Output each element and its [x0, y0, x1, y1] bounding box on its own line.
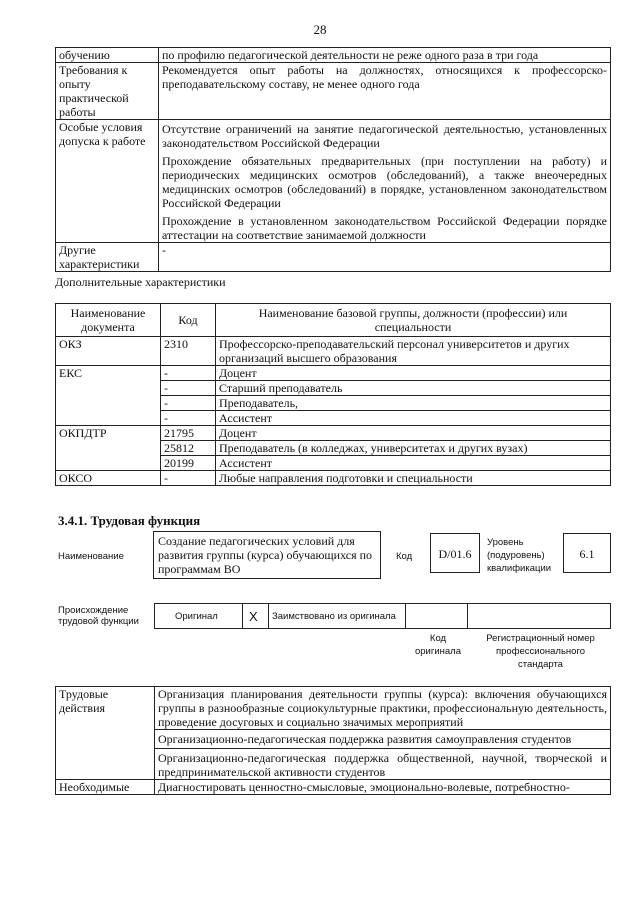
row-value [159, 120, 611, 243]
name-cell: Ассистент [216, 411, 611, 426]
function-heading: 3.4.1. Трудовая функция [58, 513, 201, 528]
table-row [56, 120, 611, 243]
column-header: Наименование базовой группы, должности (профессии) или специальности [216, 304, 611, 337]
code-cell: - [161, 411, 216, 426]
row-value: Рекомендуется опыт работы на должностях, относящихся к профессорско-преподавательскому составу, не менее одного года [159, 63, 611, 120]
code-cell: 21795 [161, 426, 216, 441]
table-row [56, 471, 611, 486]
doc-cell: ЕКС [56, 366, 161, 426]
row-value: - [159, 243, 611, 272]
name-cell: Доцент [216, 426, 611, 441]
action-cell: Организационно-педагогическая поддержка развития самоуправления студентов [155, 730, 611, 749]
row-value: по профилю педагогической деятельности не реже одного раза в три года [159, 48, 611, 63]
name-cell: Ассистент [216, 456, 611, 471]
code-cell: - [161, 471, 216, 486]
column-header: Наименование документа [56, 304, 161, 337]
table-row [56, 426, 611, 441]
original-label: Оригинал [175, 611, 218, 622]
table-row [56, 243, 611, 272]
qualification-requirements-table [55, 47, 611, 272]
condition-paragraph: Прохождение в установленном законодательством Российской Федерации порядке аттестации на соответствие занимаемой должности [162, 214, 607, 242]
condition-paragraph: Отсутствие ограничений на занятие педагогической деятельностью, установленных законодательством Российской Федерации [162, 122, 607, 150]
origin-label: Происхождение трудовой функции [58, 605, 139, 627]
condition-paragraph: Прохождение обязательных предварительных (при поступлении на работу) и периодических медицинских осмотров (обследований), а также внеочередных медицинских осмотров (обследований) в порядке, установленном законодательством Российской Федерации [162, 154, 607, 210]
code-label: Код [396, 551, 413, 562]
code-cell: 2310 [161, 337, 216, 366]
registration-caption: Регистрационный номер профессионального стандарта [486, 633, 595, 670]
function-name: Создание педагогических условий для развития группы (курса) обучающихся по программам ВО [153, 531, 381, 579]
code-cell: 20199 [161, 456, 216, 471]
doc-cell: ОКЗ [56, 337, 161, 366]
qualification-level: 6.1 [563, 533, 611, 573]
column-header: Код [161, 304, 216, 337]
name-cell: Доцент [216, 366, 611, 381]
name-cell: Преподаватель (в колледжах, университетах и других вузах) [216, 441, 611, 456]
doc-cell: ОКСО [56, 471, 161, 486]
table-row [56, 687, 611, 730]
doc-cell: ОКПДТР [56, 426, 161, 471]
borrowed-label: Заимствовано из оригинала [272, 611, 396, 622]
name-cell: Профессорско-преподавательский персонал университетов и других организаций высшего образования [216, 337, 611, 366]
name-cell: Старший преподаватель [216, 381, 611, 396]
row-label: Другие характеристики [56, 243, 159, 272]
row-label: Особые условия допуска к работе [56, 120, 159, 243]
action-cell: Организационно-педагогическая поддержка общественной, научной, творческой и предпринимательской активности студентов [155, 749, 611, 780]
action-cell: Диагностировать ценностно-смысловые, эмоционально-волевые, потребностно- [155, 780, 611, 795]
section-title: Дополнительные характеристики [55, 275, 226, 289]
classification-table [55, 303, 611, 486]
row-label: Необходимые [56, 780, 155, 795]
labour-actions-table [55, 686, 611, 795]
table-row [56, 48, 611, 63]
page-number: 28 [313, 22, 327, 37]
original-mark: X [249, 609, 258, 624]
code-cell: - [161, 396, 216, 411]
action-cell: Организация планирования деятельности группы (курса): включения обучающихся группы в разнообразные социокультурные практики, профессиональную деятельность, проведение досуговых и социально значимых мероприятий [155, 687, 611, 730]
level-label: Уровень (подуровень) квалификации [487, 537, 552, 574]
table-row [56, 63, 611, 120]
code-cell: - [161, 381, 216, 396]
table-row [56, 366, 611, 381]
row-label: Трудовые действия [56, 687, 155, 780]
function-code: D/01.6 [430, 533, 480, 573]
code-cell: - [161, 366, 216, 381]
code-original-caption: Код оригинала [414, 633, 461, 657]
name-label: Наименование [58, 551, 124, 562]
row-label: Требования к опыту практической работы [56, 63, 159, 120]
name-cell: Преподаватель, [216, 396, 611, 411]
table-header-row [56, 304, 611, 337]
table-row [56, 337, 611, 366]
table-row [56, 780, 611, 795]
name-cell: Любые направления подготовки и специальности [216, 471, 611, 486]
code-cell: 25812 [161, 441, 216, 456]
row-label: обучению [56, 48, 159, 63]
